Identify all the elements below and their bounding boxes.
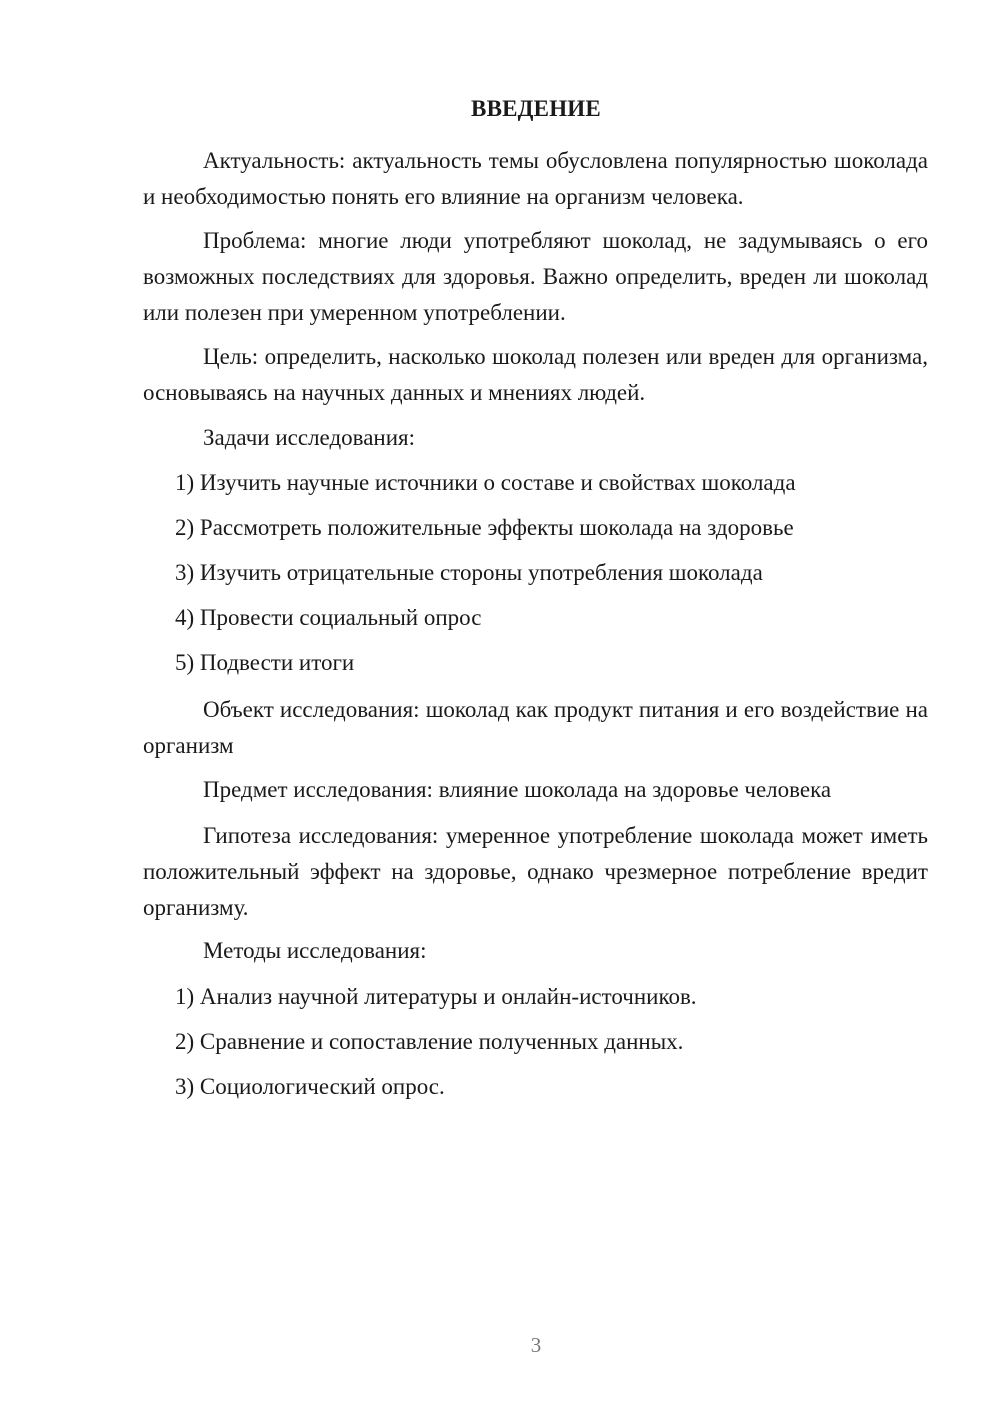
page-title: ВВЕДЕНИЕ (471, 96, 601, 121)
object-paragraph: Объект исследования: шоколад как продукт питания и его воздействие на организм (143, 697, 928, 758)
task-item: 4) Провести социальный опрос (175, 605, 482, 630)
methods-heading: Методы исследования: (203, 938, 427, 963)
method-item: 1) Анализ научной литературы и онлайн-источников. (175, 984, 697, 1009)
problem-paragraph: Проблема: многие люди употребляют шоколад, не задумываясь о его возможных последствиях для здоровья. Важно определить, вреден ли шоколад или полезен при умеренном употреблении. (143, 228, 928, 325)
method-item: 3) Социологический опрос. (175, 1074, 445, 1099)
task-item: 2) Рассмотреть положительные эффекты шоколада на здоровье (175, 515, 794, 540)
method-item: 2) Сравнение и сопоставление полученных данных. (175, 1029, 684, 1054)
tasks-heading: Задачи исследования: (203, 425, 416, 450)
hypothesis-paragraph: Гипотеза исследования: умеренное употребление шоколада может иметь положительный эффект на здоровье, однако чрезмерное потребление вредит организму. (143, 823, 928, 920)
relevance-paragraph: Актуальность: актуальность темы обусловлена популярностью шоколада и необходимостью понять его влияние на организм человека. (143, 148, 928, 209)
task-item: 3) Изучить отрицательные стороны употребления шоколада (175, 560, 763, 585)
goal-paragraph: Цель: определить, насколько шоколад полезен или вреден для организма, основываясь на научных данных и мнениях людей. (143, 344, 928, 405)
task-item: 1) Изучить научные источники о составе и свойствах шоколада (175, 470, 796, 495)
page-number: 3 (530, 1333, 542, 1357)
subject-paragraph: Предмет исследования: влияние шоколада на здоровье человека (203, 777, 832, 802)
task-item: 5) Подвести итоги (175, 650, 355, 675)
